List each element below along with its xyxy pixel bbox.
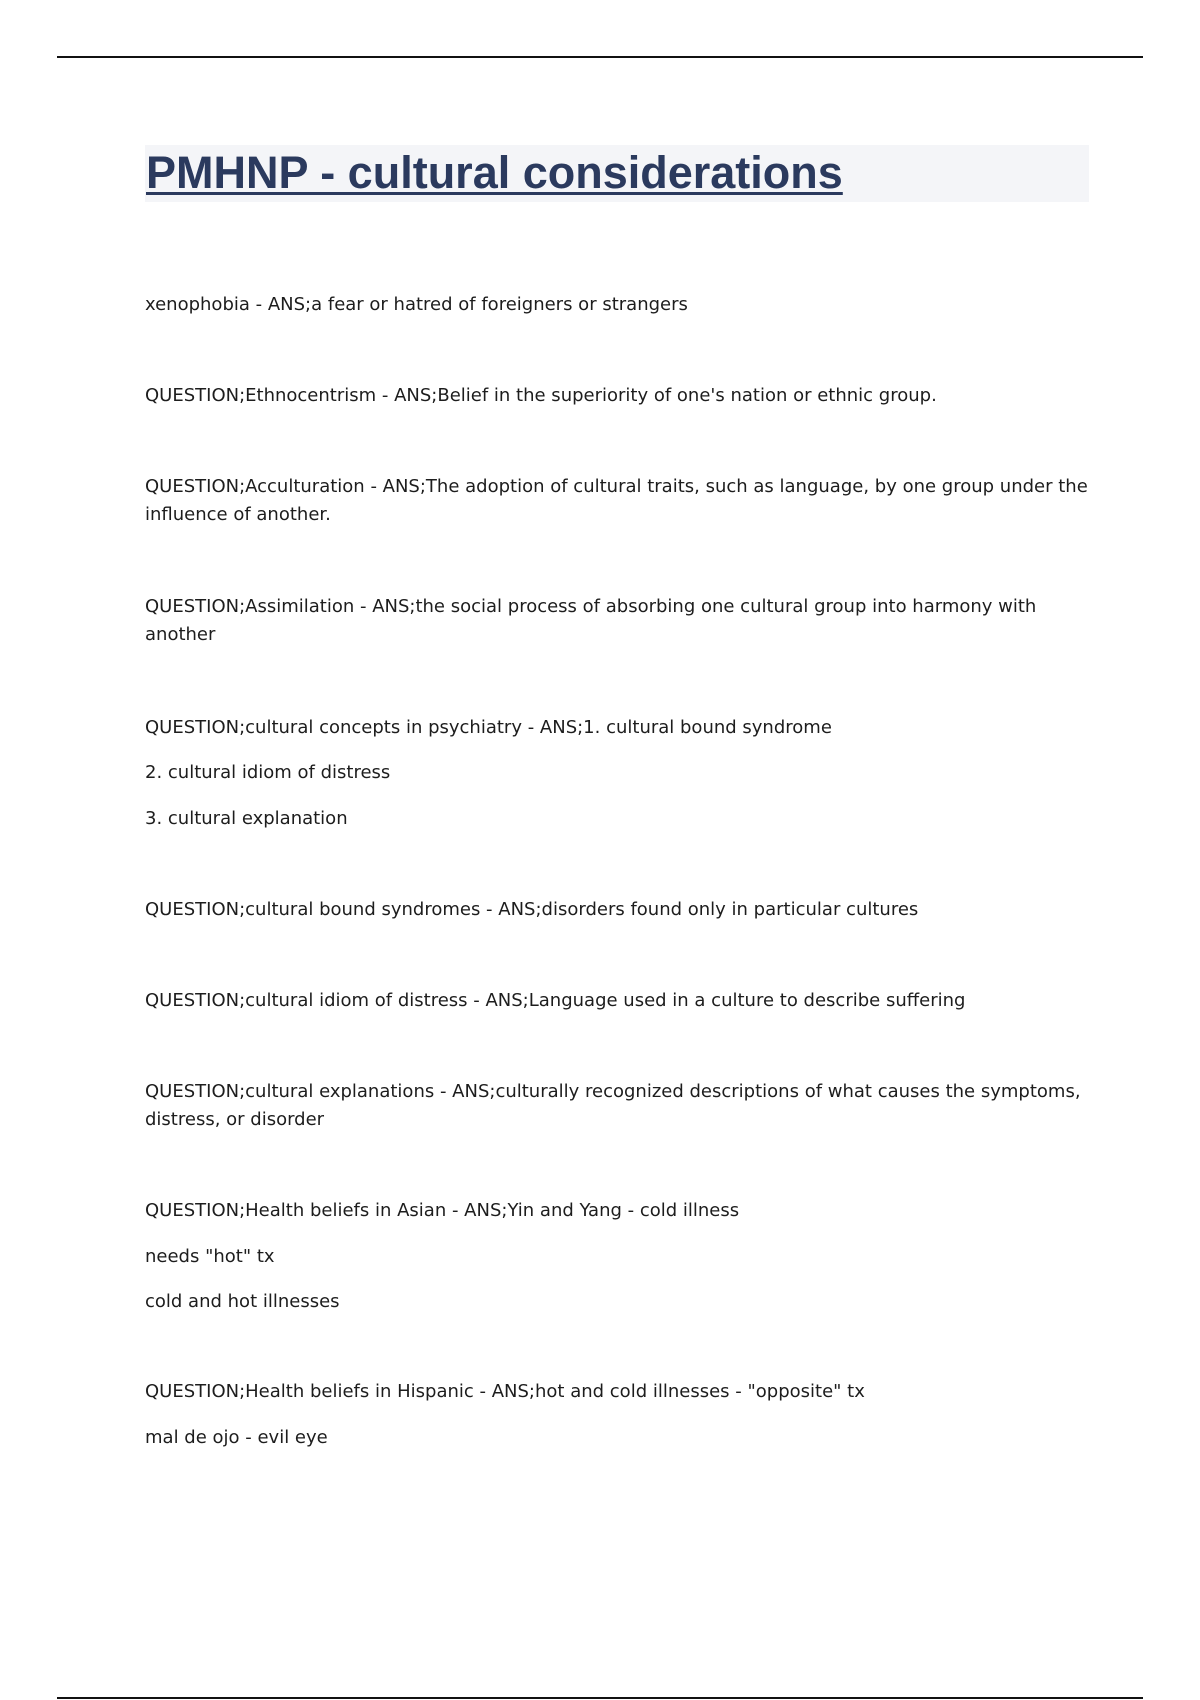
entry-line: mal de ojo - evil eye bbox=[145, 1427, 328, 1448]
header-rule bbox=[57, 56, 1143, 58]
entry-line: QUESTION;Ethnocentrism - ANS;Belief in the superiority of one's nation or ethnic group. bbox=[145, 385, 937, 406]
qa-entry bbox=[145, 593, 1090, 649]
qa-entry bbox=[145, 1378, 1090, 1452]
entry-line: QUESTION;Assimilation - ANS;the social process of absorbing one cultural group into harmony with another bbox=[145, 596, 1037, 645]
qa-entry bbox=[145, 1078, 1090, 1134]
qa-entry bbox=[145, 714, 1090, 833]
entry-line: 3. cultural explanation bbox=[145, 808, 348, 829]
qa-entry bbox=[145, 473, 1090, 529]
qa-entry bbox=[145, 1197, 1090, 1316]
footer-rule bbox=[57, 1697, 1143, 1699]
entry-line: QUESTION;Acculturation - ANS;The adoption of cultural traits, such as language, by one group under the influence of another. bbox=[145, 476, 1088, 525]
entry-line: needs "hot" tx bbox=[145, 1246, 275, 1267]
entry-line: xenophobia - ANS;a fear or hatred of foreigners or strangers bbox=[145, 294, 688, 315]
qa-entry bbox=[145, 896, 1090, 924]
entry-line: cold and hot illnesses bbox=[145, 1291, 340, 1312]
entry-line: QUESTION;cultural bound syndromes - ANS;disorders found only in particular cultures bbox=[145, 899, 919, 920]
qa-entry bbox=[145, 382, 1090, 410]
qa-entry bbox=[145, 987, 1090, 1015]
entry-line: QUESTION;cultural idiom of distress - ANS;Language used in a culture to describe suffering bbox=[145, 990, 966, 1011]
page-title: PMHNP - cultural considerations bbox=[146, 147, 843, 198]
entry-line: QUESTION;Health beliefs in Hispanic - ANS;hot and cold illnesses - "opposite" tx bbox=[145, 1381, 865, 1402]
entry-line: 2. cultural idiom of distress bbox=[145, 762, 391, 783]
entry-line: QUESTION;Health beliefs in Asian - ANS;Yin and Yang - cold illness bbox=[145, 1200, 740, 1221]
entry-line: QUESTION;cultural explanations - ANS;culturally recognized descriptions of what causes the symptoms, distress, or disorder bbox=[145, 1081, 1081, 1130]
qa-entry bbox=[145, 291, 1090, 319]
entry-line: QUESTION;cultural concepts in psychiatry - ANS;1. cultural bound syndrome bbox=[145, 717, 832, 738]
